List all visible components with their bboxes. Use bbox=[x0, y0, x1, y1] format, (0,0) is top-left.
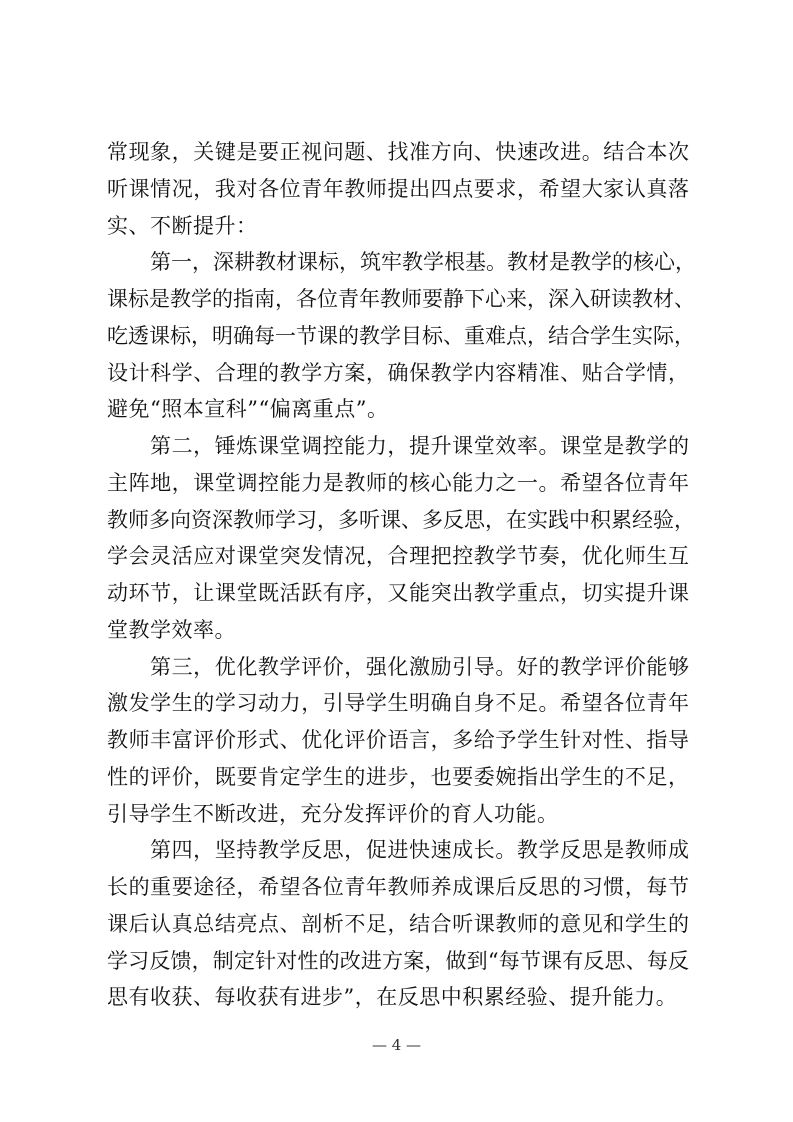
text-line: 吃透课标，明确每一节课的教学目标、重难点，结合学生实际， bbox=[107, 323, 695, 348]
paragraph-first-line: 第三，优化教学评价，强化激励引导。好的教学评价能够 bbox=[150, 654, 689, 679]
text-line: 听课情况，我对各位青年教师提出四点要求，希望大家认真落 bbox=[107, 176, 689, 201]
text-line: 引导学生不断改进，充分发挥评价的育人功能。 bbox=[107, 801, 559, 826]
text-line: 避免“照本宣科”“偏离重点”。 bbox=[107, 397, 389, 422]
text-line: 常现象，关键是要正视问题、找准方向、快速改进。结合本次 bbox=[107, 140, 689, 164]
document-body bbox=[107, 134, 696, 1016]
text-line: 主阵地，课堂调控能力是教师的核心能力之一。希望各位青年 bbox=[107, 470, 689, 495]
paragraph-first-line: 第一，深耕教材课标，筑牢教学根基。教材是教学的核心， bbox=[150, 250, 696, 275]
text-line: 激发学生的学习动力，引导学生明确自身不足。希望各位青年 bbox=[107, 691, 689, 716]
text-line: 教师丰富评价形式、优化评价语言，多给予学生针对性、指导 bbox=[107, 728, 689, 752]
paragraph-first-line: 第二，锤炼课堂调控能力，提升课堂效率。课堂是教学的 bbox=[150, 434, 689, 458]
page-number: — 4 — bbox=[371, 1036, 422, 1054]
text-line: 设计科学、合理的教学方案，确保教学内容精准、贴合学情， bbox=[107, 360, 689, 385]
text-line: 学会灵活应对课堂突发情况，合理把控教学节奏，优化师生互 bbox=[107, 544, 689, 569]
text-line: 实、不断提升： bbox=[107, 213, 258, 238]
text-line: 性的评价，既要肯定学生的进步，也要委婉指出学生的不足， bbox=[107, 764, 689, 789]
text-line: 堂教学效率。 bbox=[107, 617, 236, 642]
text-line: 长的重要途径，希望各位青年教师养成课后反思的习惯，每节 bbox=[107, 875, 689, 899]
text-line: 学习反馈，制定针对性的改进方案，做到“每节课有反思、每反 bbox=[107, 948, 689, 973]
text-line: 教师多向资深教师学习，多听课、多反思，在实践中积累经验， bbox=[107, 507, 695, 532]
text-line: 课后认真总结亮点、剖析不足，结合听课教师的意见和学生的 bbox=[107, 911, 689, 936]
text-line: 思有收获、每收获有进步”，在反思中积累经验、提升能力。 bbox=[107, 985, 678, 1010]
paragraph-first-line: 第四，坚持教学反思，促进快速成长。教学反思是教师成 bbox=[150, 838, 689, 863]
text-line: 动环节，让课堂既活跃有序，又能突出教学重点，切实提升课 bbox=[107, 581, 689, 605]
text-line: 课标是教学的指南，各位青年教师要静下心来，深入研读教材、 bbox=[107, 287, 695, 311]
